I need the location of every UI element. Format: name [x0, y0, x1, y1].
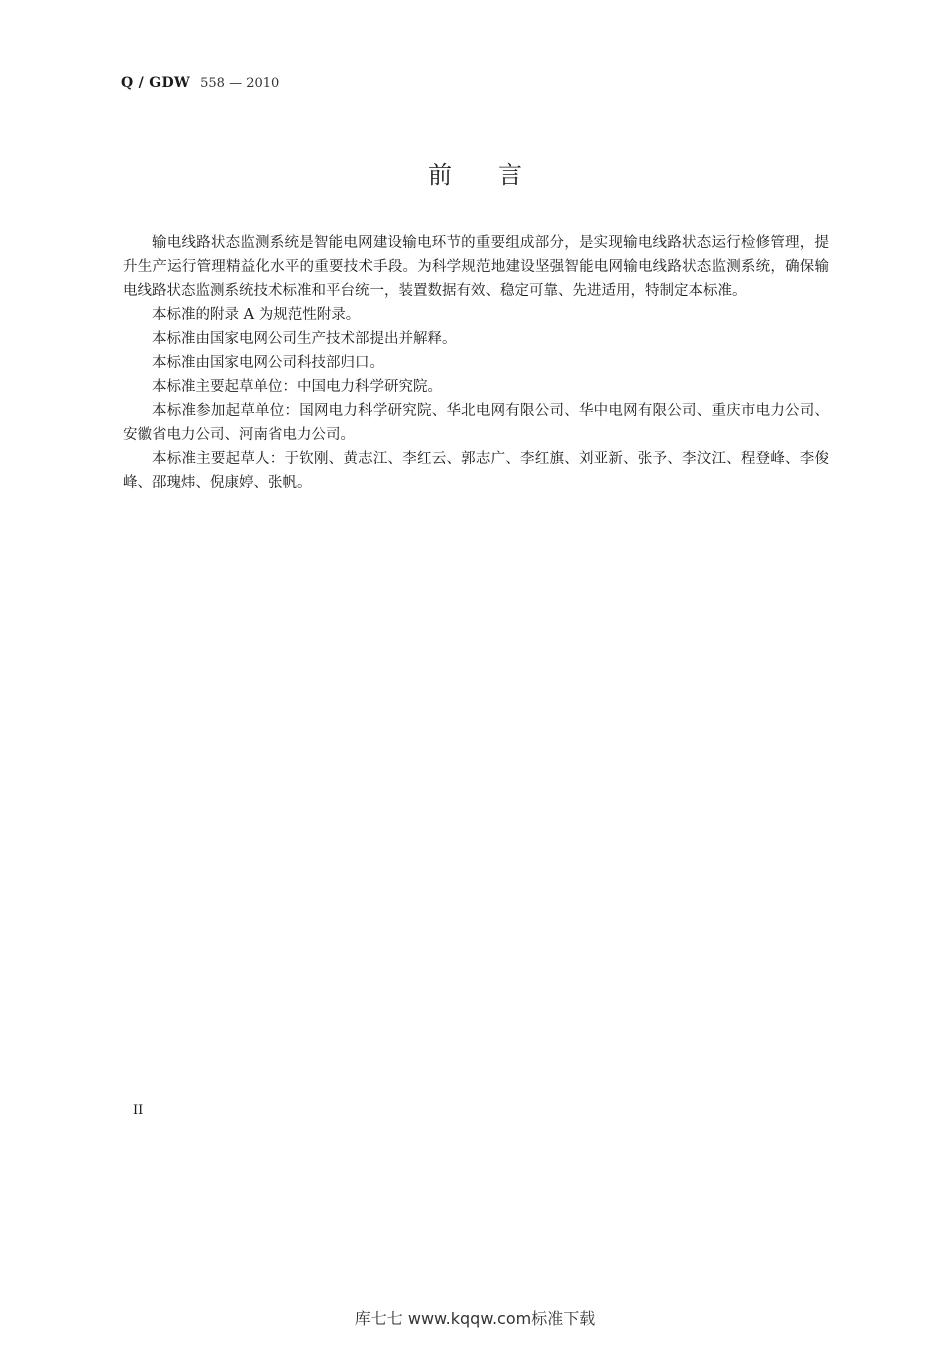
- page-number: II: [133, 1103, 144, 1118]
- paragraph: 本标准参加起草单位：国网电力科学研究院、华北电网有限公司、华中电网有限公司、重庆市电力公司、安徽省电力公司、河南省电力公司。: [123, 403, 829, 443]
- paragraph: 本标准的附录 A 为规范性附录。: [152, 307, 361, 323]
- foreword-body: [123, 231, 829, 495]
- paragraph: 本标准由国家电网公司科技部归口。: [152, 355, 384, 371]
- paragraph: 输电线路状态监测系统是智能电网建设输电环节的重要组成部分，是实现输电线路状态运行检修管理，提升生产运行管理精益化水平的重要技术手段。为科学规范地建设坚强智能电网输电线路状态监测系统，确保输电线路状态监测系统技术标准和平台统一，装置数据有效、稳定可靠、先进适用，特制定本标准。: [123, 235, 829, 299]
- standard-code: Q / GDW: [121, 75, 190, 91]
- document-header: [121, 75, 279, 91]
- standard-number: 558 — 2010: [200, 76, 280, 91]
- paragraph: 本标准主要起草人：于钦刚、黄志江、李红云、郭志广、李红旗、刘亚新、张予、李汶江、程登峰、李俊峰、邵瑰炜、倪康婷、张帆。: [123, 451, 829, 491]
- paragraph: 本标准主要起草单位：中国电力科学研究院。: [152, 379, 442, 395]
- page-title: 前言: [428, 161, 568, 189]
- paragraph: 本标准由国家电网公司生产技术部提出并解释。: [152, 331, 457, 347]
- footer-watermark: 库七七 www.kqqw.com标准下载: [354, 1309, 596, 1328]
